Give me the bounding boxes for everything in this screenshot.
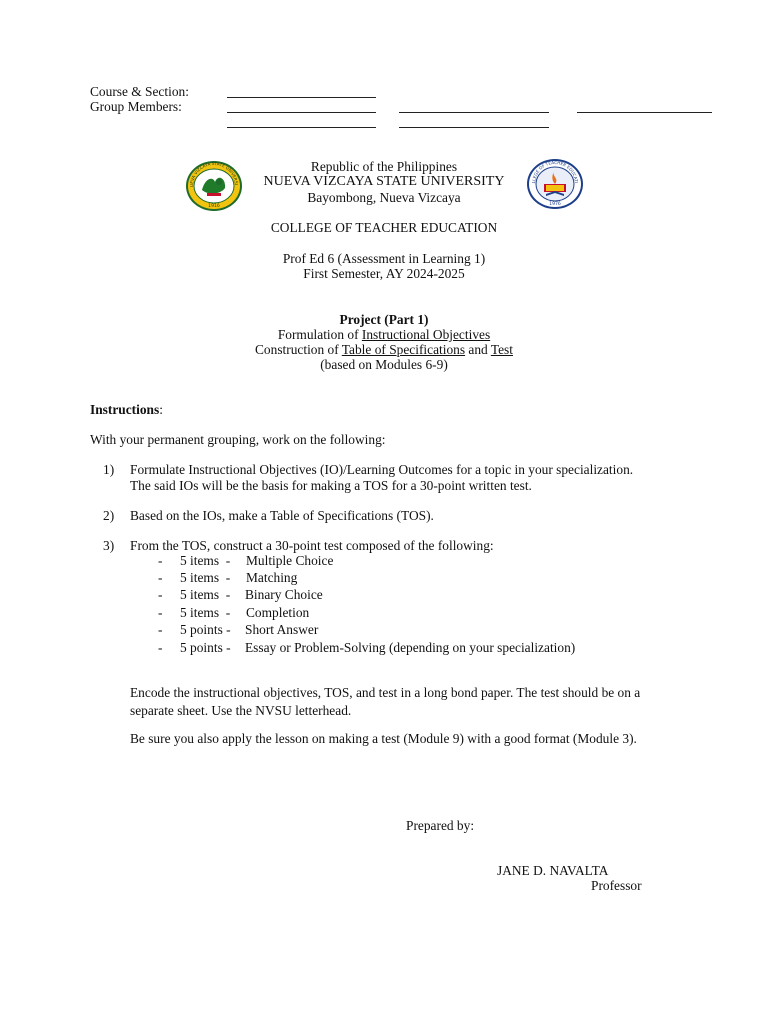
item-3-line-1: From the TOS, construct a 30-point test composed of the following: — [130, 538, 494, 553]
group-member-blank-3[interactable] — [577, 112, 712, 113]
project-line-2 — [0, 342, 768, 358]
instructions-intro: With your permanent grouping, work on the following: — [90, 432, 386, 447]
test-part-count: 5 items - — [180, 605, 231, 620]
test-part-type: Matching — [246, 570, 298, 585]
instructional-objectives-link: Instructional Objectives — [361, 327, 491, 342]
course-section-label: Course & Section: — [90, 84, 189, 99]
course-title: Prof Ed 6 (Assessment in Learning 1) — [282, 251, 486, 266]
project-line-1-prefix: Formulation of — [277, 327, 362, 342]
table-of-specifications-link: Table of Specifications — [341, 342, 466, 357]
test-part-count: 5 items - — [180, 553, 231, 568]
nvsu-seal-name: UEVA VIZCAYA STATE UNIVERSI — [188, 160, 239, 187]
test-part-type: Completion — [246, 605, 310, 620]
item-1-line-2: The said IOs will be the basis for making a TOS for a 30-point written test. — [130, 478, 532, 493]
project-title: Project (Part 1) — [339, 312, 429, 327]
group-member-blank-5[interactable] — [399, 127, 549, 128]
test-part-count: 5 points - — [180, 640, 231, 655]
test-part-dash: - — [158, 587, 163, 602]
test-part-type: Multiple Choice — [246, 553, 334, 568]
item-1-line-1: Formulate Instructional Objectives (IO)/Learning Outcomes for a topic in your specialization. — [130, 462, 634, 477]
test-part-type: Binary Choice — [245, 587, 323, 602]
signatory-title: Professor — [591, 878, 642, 893]
project-line-2-prefix: Construction of — [255, 342, 342, 357]
test-part-dash: - — [158, 622, 163, 637]
item-2-line-1: Based on the IOs, make a Table of Specifications (TOS). — [130, 508, 434, 523]
nvsu-seal-year: 1916 — [208, 204, 220, 209]
encode-line-2: separate sheet. Use the NVSU letterhead. — [130, 703, 352, 718]
project-line-3: (based on Modules 6-9) — [320, 357, 448, 372]
project-line-2-mid: and — [465, 342, 491, 357]
college-name: COLLEGE OF TEACHER EDUCATION — [270, 220, 498, 235]
test-part-dash: - — [158, 553, 163, 568]
item-2-number: 2) — [103, 508, 115, 523]
test-part-dash: - — [158, 570, 163, 585]
group-member-blank-1[interactable] — [227, 112, 376, 113]
republic-line: Republic of the Philippines — [310, 159, 458, 174]
group-member-blank-4[interactable] — [227, 127, 376, 128]
cte-seal-name: LLEGE OF TEACHER EDUCATI — [530, 159, 579, 184]
course-section-blank[interactable] — [227, 97, 376, 98]
test-part-dash: - — [158, 605, 163, 620]
item-3-number: 3) — [103, 538, 115, 553]
prepared-by-label: Prepared by: — [406, 818, 475, 833]
group-member-blank-2[interactable] — [399, 112, 549, 113]
instructions-colon: : — [159, 402, 163, 417]
semester-line: First Semester, AY 2024-2025 — [303, 266, 465, 281]
test-part-count: 5 items - — [180, 587, 231, 602]
test-link: Test — [490, 342, 513, 357]
project-line-1 — [0, 327, 768, 343]
instructions-heading-row — [90, 402, 163, 418]
test-part-dash: - — [158, 640, 163, 655]
reminder-line: Be sure you also apply the lesson on making a test (Module 9) with a good format (Module 3). — [130, 731, 637, 746]
group-members-label: Group Members: — [90, 99, 182, 114]
encode-line-1: Encode the instructional objectives, TOS, and test in a long bond paper. The test should be on a — [130, 685, 641, 700]
test-part-type: Short Answer — [245, 622, 319, 637]
cte-seal-year: 1976 — [549, 202, 561, 207]
test-part-type: Essay or Problem-Solving (depending on your specialization) — [245, 640, 576, 655]
test-part-count: 5 points - — [180, 622, 231, 637]
university-name: NUEVA VIZCAYA STATE UNIVERSITY — [263, 174, 505, 189]
university-location: Bayombong, Nueva Vizcaya — [307, 190, 461, 205]
signatory-name: JANE D. NAVALTA — [497, 863, 609, 878]
instructions-heading: Instructions — [90, 402, 160, 417]
test-part-count: 5 items - — [180, 570, 231, 585]
item-1-number: 1) — [103, 462, 115, 477]
